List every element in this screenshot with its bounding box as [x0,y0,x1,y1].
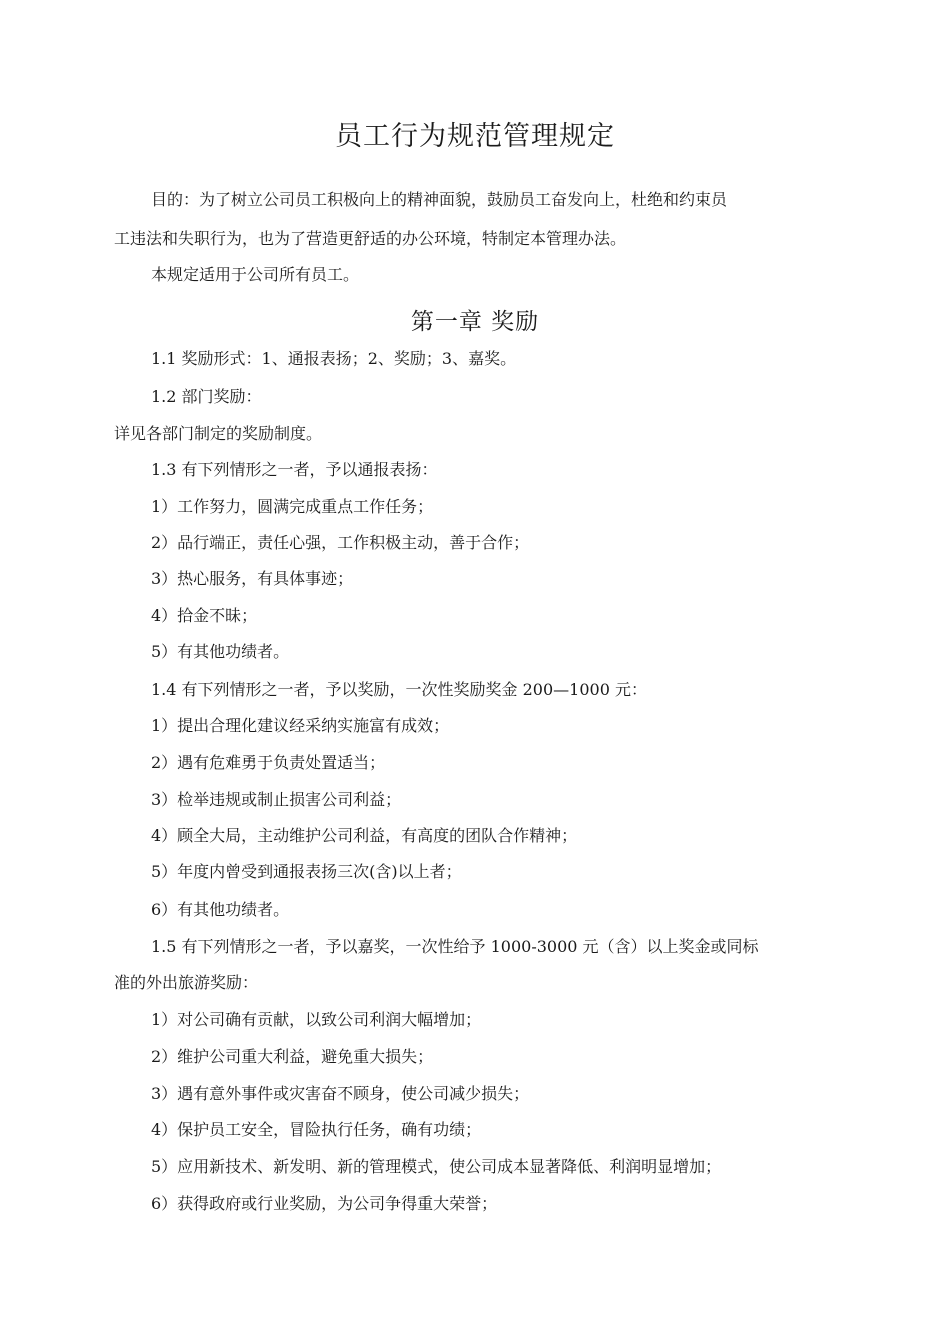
list-item: 3）热心服务，有具体事迹； [151,569,354,588]
section-1-3: 1.3 有下列情形之一者，予以通报表扬： [151,460,438,479]
section-1-5-line-1: 1.5 有下列情形之一者，予以嘉奖，一次性给予 1000-3000 元（含）以上奖金或同标 [151,937,759,956]
purpose-paragraph-line-2: 工违法和失职行为，也为了营造更舒适的办公环境，特制定本管理办法。 [114,229,627,248]
list-item: 5）有其他功绩者。 [151,642,290,661]
list-item: 3）遇有意外事件或灾害奋不顾身，使公司减少损失； [151,1084,530,1103]
list-item: 4）顾全大局，主动维护公司利益，有高度的团队合作精神； [151,826,578,845]
document-title: 员工行为规范管理规定 [335,121,615,152]
list-item: 6）获得政府或行业奖励，为公司争得重大荣誉； [151,1194,498,1213]
list-item: 5）年度内曾受到通报表扬三次(含)以上者； [151,862,462,881]
section-1-2-detail: 详见各部门制定的奖励制度。 [114,424,323,443]
section-1-2: 1.2 部门奖励： [151,387,262,406]
list-item: 4）拾金不昧； [151,606,258,625]
list-item: 1）工作努力，圆满完成重点工作任务； [151,497,434,516]
list-item: 1）提出合理化建议经采纳实施富有成效； [151,716,450,735]
chapter-1-title: 第一章 奖励 [410,309,540,335]
list-item: 5）应用新技术、新发明、新的管理模式，使公司成本显著降低、利润明显增加； [151,1157,722,1176]
list-item: 1）对公司确有贡献，以致公司利润大幅增加； [151,1010,482,1029]
list-item: 2）遇有危难勇于负责处置适当； [151,753,386,772]
list-item: 2）维护公司重大利益，避免重大损失； [151,1047,434,1066]
list-item: 3）检举违规或制止损害公司利益； [151,790,402,809]
list-item: 4）保护员工安全，冒险执行任务，确有功绩； [151,1120,482,1139]
list-item: 2）品行端正，责任心强，工作积极主动，善于合作； [151,533,530,552]
section-1-5-line-2: 准的外出旅游奖励： [114,973,259,992]
list-item: 6）有其他功绩者。 [151,900,290,919]
section-1-1: 1.1 奖励形式：1、通报表扬；2、奖励；3、嘉奖。 [151,349,517,368]
section-1-4: 1.4 有下列情形之一者，予以奖励，一次性奖励奖金 200—1000 元： [151,680,647,699]
scope-paragraph: 本规定适用于公司所有员工。 [151,265,360,284]
purpose-paragraph-line-1: 目的：为了树立公司员工积极向上的精神面貌，鼓励员工奋发向上，杜绝和约束员 [151,190,728,209]
